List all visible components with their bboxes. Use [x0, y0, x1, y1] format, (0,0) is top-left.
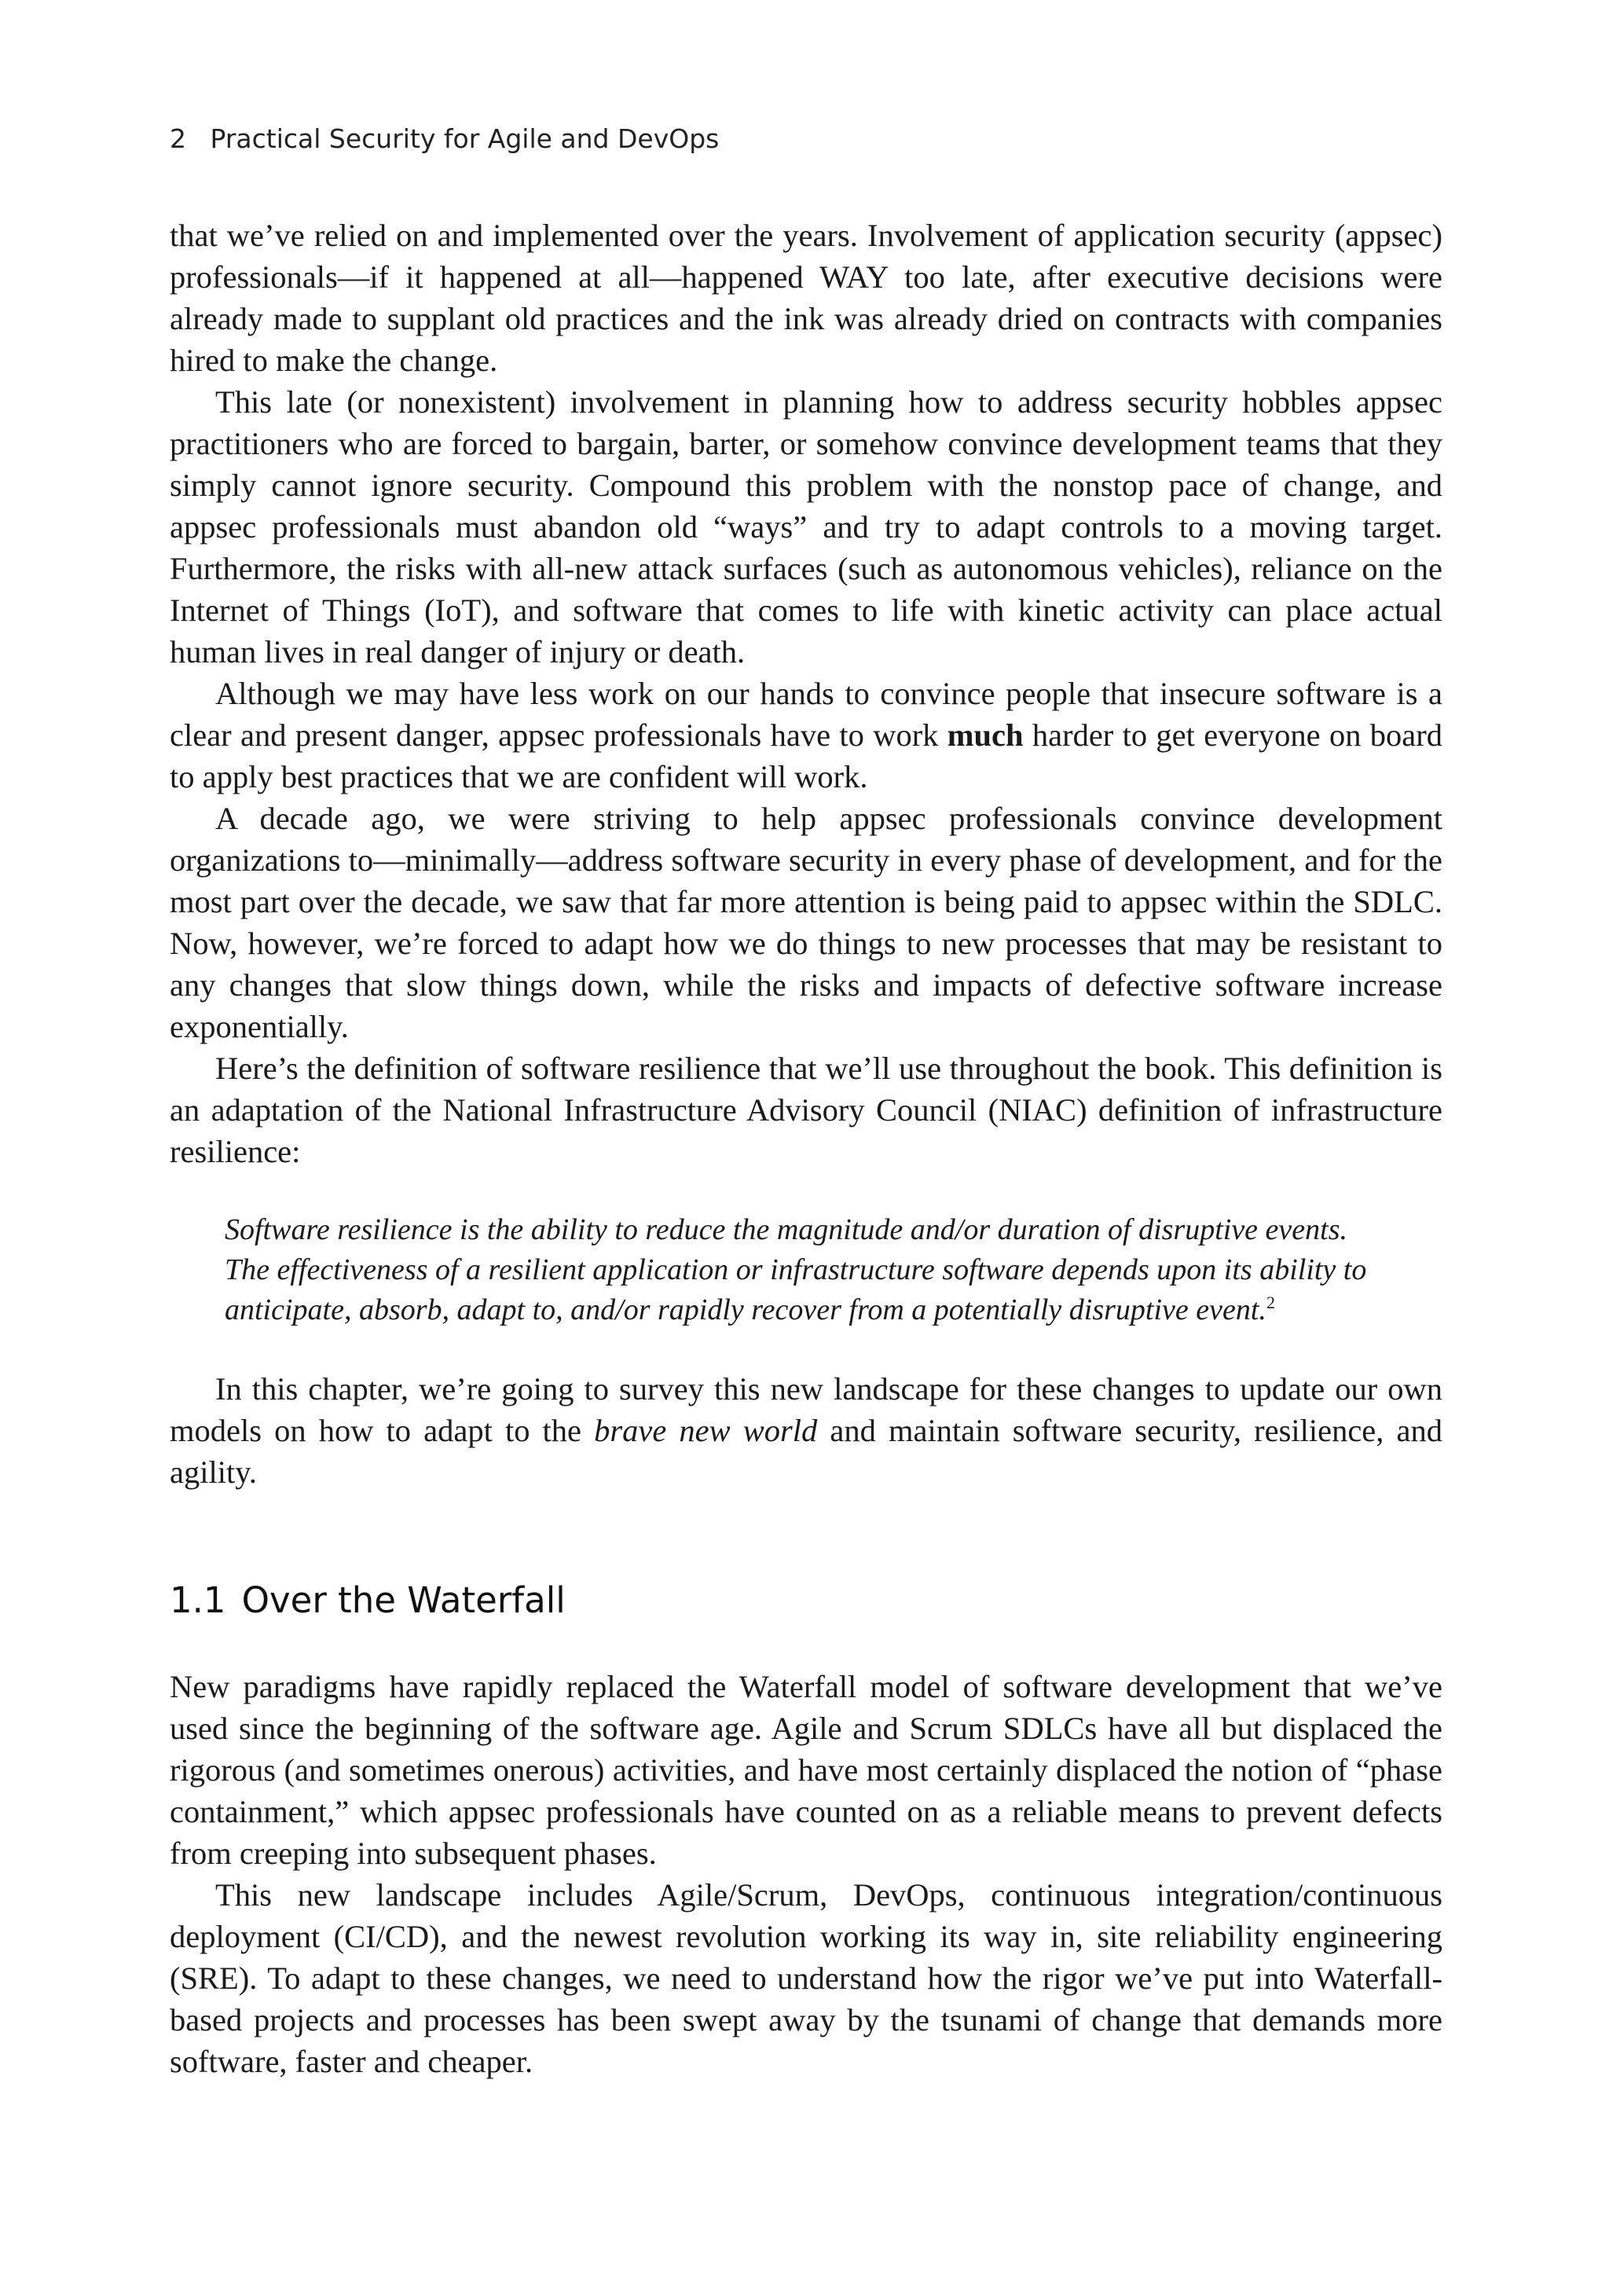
section-heading [170, 1579, 1442, 1622]
book-title: Practical Security for Agile and DevOps [210, 123, 720, 154]
body-text-2 [170, 1368, 1442, 1493]
emphasis-much: much [947, 717, 1024, 753]
paragraph-8: This new landscape includes Agile/Scrum, DevOps, continuous integration/continuous deployment (CI/CD), and the newest revolution working its way in, site reliability engineering (SRE). To adapt to these changes, we need to understand how the rigor we’ve put into Waterfall-based projects and processes has been swept away by the tsunami of change that demands more software, faster and cheaper. [170, 1877, 1442, 2079]
footnote-ref: 2 [1266, 1293, 1275, 1312]
section-title: Over the Waterfall [241, 1579, 566, 1621]
paragraph-4: A decade ago, we were striving to help appsec professionals convince development organizations to—minimally—address software security in every phase of development, and for the most part over the decade, we saw that far more attention is being paid to appsec within the SDLC. Now, however, we’re forced to adapt how we do things to new processes that may be resistant to any changes that slow things down, while the risks and impacts of defective software increase exponentially. [170, 801, 1442, 1044]
book-page [170, 123, 1442, 2082]
quote-text: Software resilience is the ability to reduce the magnitude and/or duration of disruptive events. The effectiveness of a resilient application or infrastructure software depends upon its ability to anticipate, absorb, adapt to, and/or rapidly recover from a potentially disruptive event. [225, 1213, 1367, 1326]
paragraph-6 [170, 1368, 1442, 1493]
emphasis-brave-new-world: brave new world [594, 1413, 818, 1448]
paragraph-6-start: In this chapter, we’re going to survey this new landscape for these changes to update our own models on how to adapt to the [170, 1371, 1442, 1448]
block-quote [225, 1210, 1387, 1330]
paragraph-2: This late (or nonexistent) involvement in planning how to address security hobbles appsec practitioners who are forced to bargain, barter, or somehow convince development teams that they simply cannot ignore security. Compound this problem with the nonstop pace of change, and appsec professionals must abandon old “ways” and try to adapt controls to a moving target. Furthermore, the risks with all-new attack surfaces (such as autonomous vehicles), reliance on the Internet of Things (IoT), and software that comes to life with kinetic activity can place actual human lives in real danger of injury or death. [170, 384, 1442, 669]
running-head [170, 123, 1442, 154]
paragraph-1: that we’ve relied on and implemented over the years. Involvement of application security (appsec) professionals—if it happened at all—happened WAY too late, after executive decisions were already made to supplant old practices and the ink was already dried on contracts with companies hired to make the change. [170, 218, 1442, 378]
paragraph-5: Here’s the definition of software resilience that we’ll use throughout the book. This definition is an adaptation of the National Infrastructure Advisory Council (NIAC) definition of infrastructure resilience: [170, 1051, 1442, 1169]
body-text [170, 215, 1442, 1172]
paragraph-3-start: Although we may have less work on our hands to convince people that insecure software is a clear and present danger, appsec professionals have to work [170, 676, 1442, 753]
paragraph-3 [170, 673, 1442, 798]
paragraph-6-end: and maintain software security, resilience, and agility. [170, 1413, 1442, 1490]
page-number: 2 [170, 123, 186, 154]
body-text-3 [170, 1666, 1442, 2082]
paragraph-7: New paradigms have rapidly replaced the Waterfall model of software development that we’ve used since the beginning of the software age. Agile and Scrum SDLCs have all but displaced the rigorous (and sometimes onerous) activities, and have most certainly displaced the notion of “phase containment,” which appsec professionals have counted on as a reliable means to prevent defects from creeping into subsequent phases. [170, 1669, 1442, 1871]
paragraph-3-end: harder to get everyone on board to apply best practices that we are confident will work. [170, 717, 1442, 794]
section-number: 1.1 [170, 1579, 226, 1621]
